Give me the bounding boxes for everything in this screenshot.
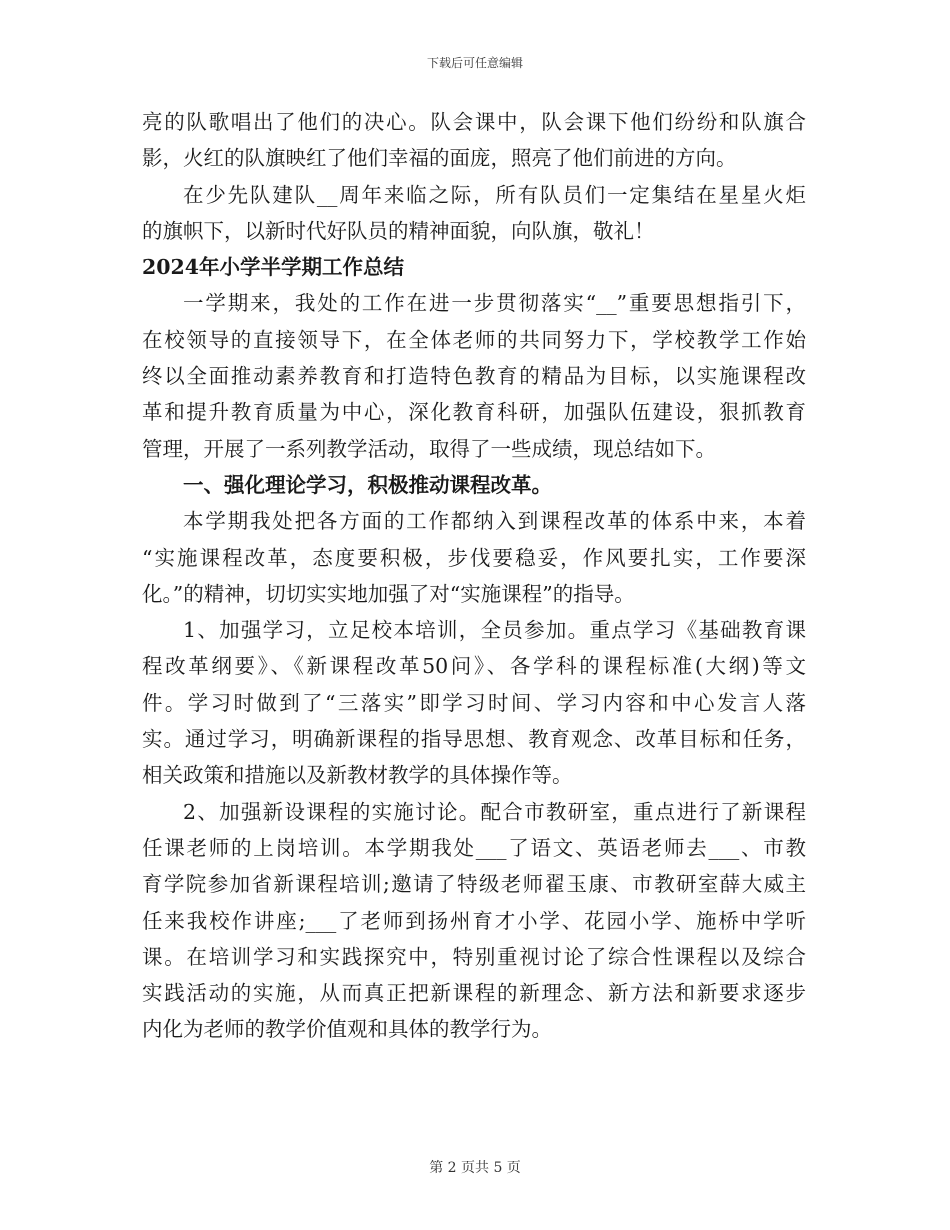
text-line: 化。”的精神，切切实实地加强了对“实施课程”的指导。 bbox=[142, 581, 635, 606]
document-title: 2024年小学半学期工作总结 bbox=[142, 255, 405, 280]
text-line: 件。学习时做到了“三落实”即学习时间、学习内容和中心发言人落 bbox=[142, 690, 806, 715]
text-line: 在校领导的直接领导下，在全体老师的共同努力下，学校教学工作始 bbox=[142, 327, 806, 352]
text-line: 实践活动的实施，从而真正把新课程的新理念、新方法和新要求逐步 bbox=[142, 981, 806, 1006]
text-line: 程改革纲要》、《新课程改革50问》、各学科的课程标准(大纲)等文 bbox=[142, 654, 806, 679]
text-line: 一学期来，我处的工作在进一步贯彻落实“__”重要思想指引下， bbox=[183, 291, 806, 316]
text-line: 课。在培训学习和实践探究中，特别重视讨论了综合性课程以及综合 bbox=[142, 944, 806, 969]
text-line: 相关政策和措施以及新教材教学的具体操作等。 bbox=[142, 763, 573, 788]
text-line: 任来我校作讲座;___了老师到扬州育才小学、花园小学、施桥中学听 bbox=[142, 908, 806, 933]
text-line: 终以全面推动素养教育和打造特色教育的精品为目标，以实施课程改 bbox=[142, 364, 806, 389]
text-line: 亮的队歌唱出了他们的决心。队会课中，队会课下他们纷纷和队旗合 bbox=[142, 110, 806, 134]
text-line: 的旗帜下，以新时代好队员的精神面貌，向队旗，敬礼！ bbox=[142, 218, 655, 243]
text-line: 2、加强新设课程的实施讨论。配合市教研室，重点进行了新课程 bbox=[183, 799, 806, 824]
text-line: 革和提升教育质量为中心，深化教育科研，加强队伍建设，狠抓教育 bbox=[142, 400, 806, 425]
page-header: 下载后可任意编辑 bbox=[426, 56, 523, 70]
text-line: 1、加强学习，立足校本培训，全员参加。重点学习《基础教育课 bbox=[183, 618, 806, 643]
text-line: 管理，开展了一系列教学活动，取得了一些成绩，现总结如下。 bbox=[142, 436, 716, 461]
text-line: 内化为老师的教学价值观和具体的教学行为。 bbox=[142, 1017, 552, 1042]
text-line: 任课老师的上岗培训。本学期我处___了语文、英语老师去___、市教 bbox=[142, 835, 806, 860]
section-heading: 一、强化理论学习，积极推动课程改革。 bbox=[183, 472, 552, 497]
text-line: 育学院参加省新课程培训;邀请了特级老师翟玉康、市教研室薛大威主 bbox=[142, 872, 806, 897]
document-body bbox=[142, 104, 806, 1048]
text-line: 实。通过学习，明确新课程的指导思想、教育观念、改革目标和任务， bbox=[142, 727, 806, 752]
text-line: “实施课程改革，态度要积极，步伐要稳妥，作风要扎实，工作要深 bbox=[142, 545, 806, 570]
text-line: 影，火红的队旗映红了他们幸福的面庞，照亮了他们前进的方向。 bbox=[142, 146, 737, 171]
page-footer: 第 2 页共 5 页 bbox=[429, 1160, 521, 1176]
text-line: 本学期我处把各方面的工作都纳入到课程改革的体系中来，本着 bbox=[183, 509, 806, 534]
text-line: 在少先队建队__周年来临之际，所有队员们一定集结在星星火炬 bbox=[183, 182, 806, 207]
